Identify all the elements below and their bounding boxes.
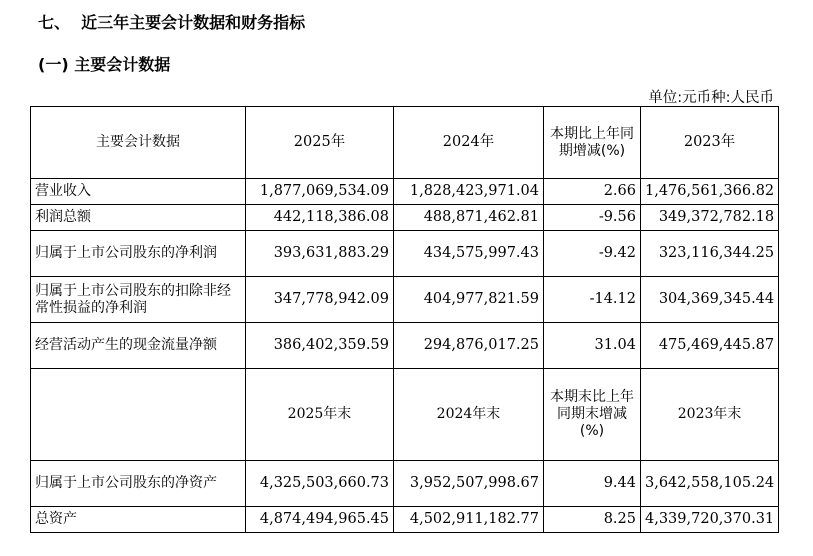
table-row: [31, 205, 779, 231]
value-2024: 434,575,997.43: [394, 231, 544, 277]
value-2025: 442,118,386.08: [246, 205, 394, 231]
value-2025: 393,631,883.29: [246, 231, 394, 277]
value-2024: 4,502,911,182.77: [394, 507, 544, 533]
value-2025: 4,325,503,660.73: [246, 461, 394, 507]
row-label: 利润总额: [31, 205, 246, 231]
table-row: [31, 323, 779, 369]
header-change: 本期比上年同期增减(%): [544, 107, 641, 179]
table-subheader-row: [31, 369, 779, 461]
subheader-2023-end: 2023年末: [641, 369, 779, 461]
header-2024: 2024年: [394, 107, 544, 179]
value-change: 9.44: [544, 461, 641, 507]
currency-unit-note: 单位:元币种:人民币: [648, 90, 774, 106]
value-change: -14.12: [544, 277, 641, 323]
table-header-row: [31, 107, 779, 179]
table-row: [31, 461, 779, 507]
table-row: [31, 179, 779, 205]
table-row: [31, 277, 779, 323]
row-label: 归属于上市公司股东的扣除非经常性损益的净利润: [31, 277, 246, 323]
header-2025: 2025年: [246, 107, 394, 179]
value-2023: 3,642,558,105.24: [641, 461, 779, 507]
subheader-2025-end: 2025年末: [246, 369, 394, 461]
value-2023: 475,469,445.87: [641, 323, 779, 369]
value-2023: 349,372,782.18: [641, 205, 779, 231]
row-label: 总资产: [31, 507, 246, 533]
row-label: 归属于上市公司股东的净利润: [31, 231, 246, 277]
row-label: 经营活动产生的现金流量净额: [31, 323, 246, 369]
value-2024: 3,952,507,998.67: [394, 461, 544, 507]
value-change: 31.04: [544, 323, 641, 369]
value-2024: 1,828,423,971.04: [394, 179, 544, 205]
table-row: [31, 231, 779, 277]
header-2023: 2023年: [641, 107, 779, 179]
value-2023: 304,369,345.44: [641, 277, 779, 323]
value-2025: 386,402,359.59: [246, 323, 394, 369]
value-2025: 1,877,069,534.09: [246, 179, 394, 205]
value-change: 2.66: [544, 179, 641, 205]
accounting-data-table: [30, 106, 779, 533]
value-2024: 404,977,821.59: [394, 277, 544, 323]
value-2023: 1,476,561,366.82: [641, 179, 779, 205]
value-2024: 488,871,462.81: [394, 205, 544, 231]
value-2023: 323,116,344.25: [641, 231, 779, 277]
value-2025: 347,778,942.09: [246, 277, 394, 323]
value-2024: 294,876,017.25: [394, 323, 544, 369]
section-title: 七、 近三年主要会计数据和财务指标: [38, 13, 306, 32]
value-2025: 4,874,494,965.45: [246, 507, 394, 533]
value-change: 8.25: [544, 507, 641, 533]
subheader-item: [31, 369, 246, 461]
value-2023: 4,339,720,370.31: [641, 507, 779, 533]
value-change: -9.42: [544, 231, 641, 277]
value-change: -9.56: [544, 205, 641, 231]
row-label: 归属于上市公司股东的净资产: [31, 461, 246, 507]
row-label: 营业收入: [31, 179, 246, 205]
subheader-change: 本期末比上年同期末增减(%): [544, 369, 641, 461]
table-row: [31, 507, 779, 533]
subheader-2024-end: 2024年末: [394, 369, 544, 461]
subsection-title: (一) 主要会计数据: [38, 55, 171, 74]
header-item: 主要会计数据: [31, 107, 246, 179]
